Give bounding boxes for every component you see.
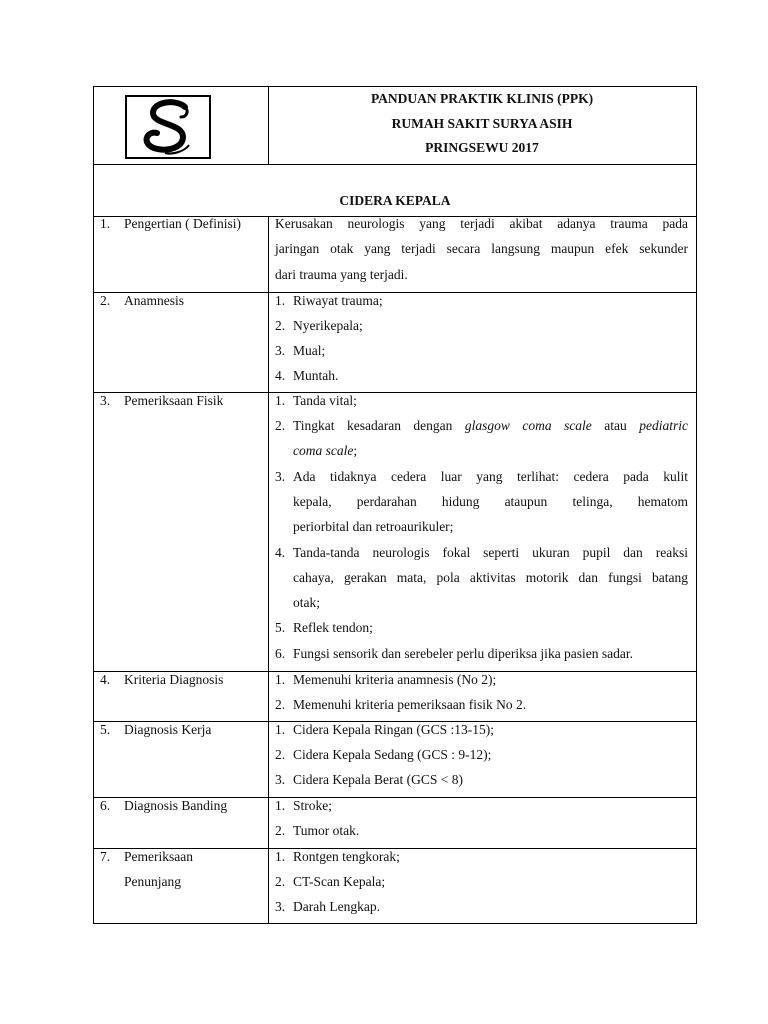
item-number: 3.: [275, 899, 286, 914]
list-item-continuation: [293, 443, 688, 459]
section-label: Pemeriksaan: [124, 849, 193, 864]
list-item: Mual;: [293, 343, 326, 358]
list-item: Tumor otak.: [293, 823, 360, 838]
section-anamnesis: [94, 293, 696, 393]
section-label-cell: [94, 798, 269, 848]
list-item: Cidera Kepala Sedang (GCS : 9-12);: [293, 747, 492, 762]
list-item: Rontgen tengkorak;: [293, 849, 400, 864]
list-item: Muntah.: [293, 368, 339, 383]
definition-line: jaringan otak yang terjadi secara langsung maupun efek sekunder: [275, 241, 688, 256]
item-number: 3.: [275, 469, 286, 484]
list-item-continuation: otak;: [293, 595, 320, 610]
header-line-2: RUMAH SAKIT SURYA ASIH: [391, 116, 573, 131]
list-item: Tanda vital;: [293, 393, 357, 408]
section-label: Kriteria Diagnosis: [124, 672, 224, 687]
section-pemeriksaan-penunjang: [94, 849, 696, 923]
item-number: 6.: [275, 646, 286, 661]
item-number: 1.: [275, 849, 286, 864]
item-number: 4.: [275, 545, 286, 560]
item-number: 5.: [275, 620, 286, 635]
title-row: [94, 165, 696, 217]
list-item-continuation: periorbital dan retroaurikuler;: [293, 519, 454, 534]
list-item-continuation: cahaya, gerakan mata, pola aktivitas motorik dan fungsi batang: [293, 570, 688, 585]
section-kriteria-diagnosis: [94, 672, 696, 722]
document-title: CIDERA KEPALA: [339, 193, 451, 208]
section-number: 7.: [100, 849, 111, 864]
section-label-cell: [94, 849, 269, 923]
gcs-term: glasgow coma scale: [464, 418, 592, 433]
list-item: Memenuhi kriteria anamnesis (No 2);: [293, 672, 497, 687]
list-item: CT-Scan Kepala;: [293, 874, 386, 889]
list-item-continuation: kepala, perdarahan hidung ataupun telinga, hematom: [293, 494, 688, 509]
item-number: 2.: [275, 697, 286, 712]
ppk-document: [93, 86, 697, 924]
item-number: 1.: [275, 798, 286, 813]
item-number: 1.: [275, 672, 286, 687]
section-number: 4.: [100, 672, 111, 687]
section-label: Diagnosis Kerja: [124, 722, 212, 737]
item-text: Tingkat kesadaran dengan: [293, 418, 465, 433]
section-label: Penunjang: [124, 874, 181, 889]
list-item: Cidera Kepala Berat (GCS < 8): [293, 772, 463, 787]
section-number: 1.: [100, 216, 111, 231]
list-item: Riwayat trauma;: [293, 293, 383, 308]
list-item: Stroke;: [293, 798, 332, 813]
list-item: [293, 418, 688, 434]
item-number: 3.: [275, 343, 286, 358]
section-label-cell: [94, 393, 269, 671]
item-number: 4.: [275, 368, 286, 383]
list-item: Tanda-tanda neurologis fokal seperti ukuran pupil dan reaksi: [293, 545, 688, 560]
definition-line: Kerusakan neurologis yang terjadi akibat adanya trauma pada: [275, 216, 688, 231]
logo-cell: [94, 87, 269, 164]
section-content: [268, 393, 696, 671]
section-label-cell: [94, 293, 269, 392]
header-line-3: PRINGSEWU 2017: [425, 140, 539, 155]
item-number: 2.: [275, 823, 286, 838]
item-number: 3.: [275, 772, 286, 787]
section-diagnosis-banding: [94, 798, 696, 849]
section-pemeriksaan-fisik: [94, 393, 696, 672]
item-number: 2.: [275, 318, 286, 333]
item-number: 1.: [275, 393, 286, 408]
section-number: 5.: [100, 722, 111, 737]
item-number: 1.: [275, 293, 286, 308]
pediatric-term: pediatric: [639, 418, 688, 433]
section-label-cell: [94, 722, 269, 797]
item-number: 2.: [275, 874, 286, 889]
header-line-1: PANDUAN PRAKTIK KLINIS (PPK): [370, 91, 594, 106]
section-content: [268, 849, 696, 923]
item-text: atau: [591, 418, 640, 433]
list-item: Nyerikepala;: [293, 318, 363, 333]
pediatric-term: coma scale: [293, 443, 354, 458]
list-item: Cidera Kepala Ringan (GCS :13-15);: [293, 722, 494, 737]
item-number: 1.: [275, 722, 286, 737]
section-pengertian: [94, 216, 696, 293]
section-label: Diagnosis Banding: [124, 798, 228, 813]
section-label-cell: [94, 216, 269, 292]
section-number: 6.: [100, 798, 111, 813]
document-header: [94, 87, 696, 165]
list-item: Memenuhi kriteria pemeriksaan fisik No 2.: [293, 697, 527, 712]
list-item: Reflek tendon;: [293, 620, 373, 635]
hospital-logo: [125, 95, 211, 159]
list-item: Fungsi sensorik dan serebeler perlu diperiksa jika pasien sadar.: [293, 646, 634, 661]
section-content: [268, 798, 696, 848]
section-number: 2.: [100, 293, 111, 308]
section-label-cell: [94, 672, 269, 721]
section-diagnosis-kerja: [94, 722, 696, 798]
list-item: Ada tidaknya cedera luar yang terlihat: cedera pada kulit: [293, 469, 688, 484]
section-content: [268, 216, 696, 292]
item-number: 2.: [275, 747, 286, 762]
list-item: Darah Lengkap.: [293, 899, 380, 914]
section-content: [268, 672, 696, 721]
section-content: [268, 722, 696, 797]
definition-line: dari trauma yang terjadi.: [275, 267, 408, 282]
item-text: ;: [353, 443, 358, 458]
section-content: [268, 293, 696, 392]
section-label: Pemeriksaan Fisik: [124, 393, 224, 408]
section-label: Pengertian ( Definisi): [124, 216, 241, 231]
item-number: 2.: [275, 418, 286, 433]
section-number: 3.: [100, 393, 111, 408]
section-label: Anamnesis: [124, 293, 184, 308]
